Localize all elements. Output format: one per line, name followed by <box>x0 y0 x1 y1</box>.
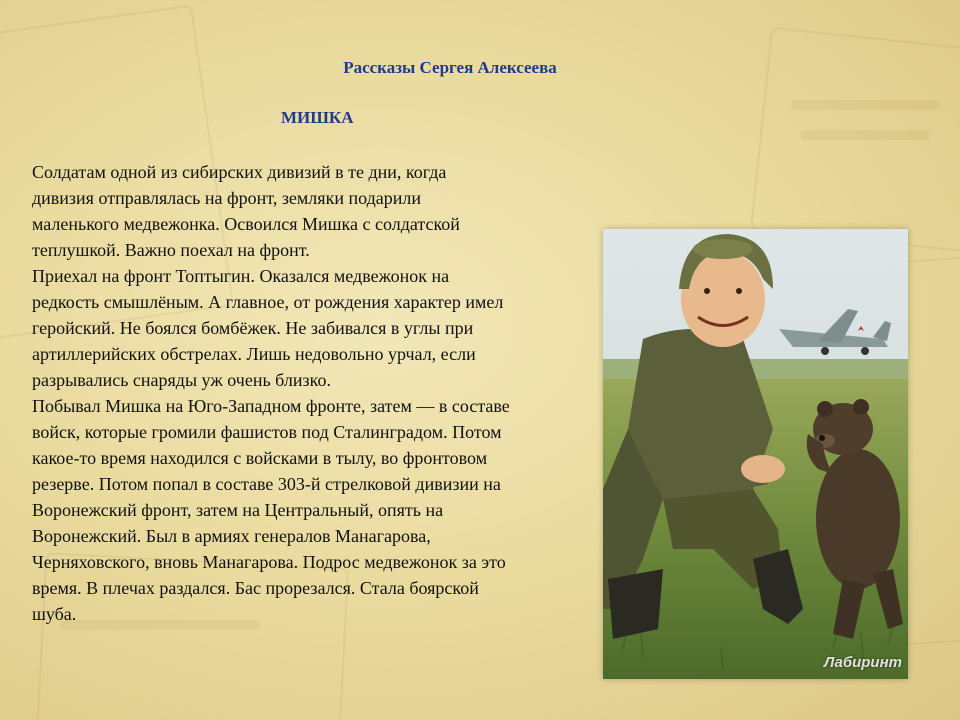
slide-title: Рассказы Сергея Алексеева <box>343 58 557 77</box>
story-line: войск, которые громили фашистов под Сталинградом. Потом <box>32 422 502 442</box>
story-line: разрывались снаряды уж очень близко. <box>32 370 331 390</box>
illustration-soldier-with-bear <box>603 229 908 679</box>
story-line: шуба. <box>32 604 77 624</box>
story-title: МИШКА <box>281 108 354 127</box>
story-line: Солдатам одной из сибирских дивизий в те дни, когда <box>32 162 447 182</box>
background-document <box>750 27 960 257</box>
story-line: Черняховского, вновь Манагарова. Подрос медвежонок за это <box>32 552 506 572</box>
story-line: Приехал на фронт Топтыгин. Оказался медвежонок на <box>32 266 450 286</box>
story-line: геройский. Не боялся бомбёжек. Не забивался в углы при <box>32 318 474 338</box>
background-stripe <box>790 100 940 110</box>
story-line: теплушкой. Важно поехал на фронт. <box>32 240 310 260</box>
story-text <box>32 159 602 627</box>
story-line: редкость смышлёным. А главное, от рождения характер имел <box>32 292 504 312</box>
story-line: Воронежский фронт, затем на Центральный, опять на <box>32 500 444 520</box>
story-line: артиллерийских обстрелах. Лишь недовольно урчал, если <box>32 344 476 364</box>
publisher-watermark: Лабиринт <box>823 654 902 671</box>
story-line: Побывал Мишка на Юго-Западном фронте, затем — в составе <box>32 396 510 416</box>
background-stripe <box>800 130 930 140</box>
illustration-image <box>603 229 908 679</box>
story-line: маленького медвежонка. Освоился Мишка с солдатской <box>32 214 460 234</box>
story-line: Воронежский. Был в армиях генералов Манагарова, <box>32 526 431 546</box>
story-line: дивизия отправлялась на фронт, земляки подарили <box>32 188 421 208</box>
story-line: резерве. Потом попал в составе 303-й стрелковой дивизии на <box>32 474 501 494</box>
story-line: какое-то время находился с войсками в тылу, во фронтовом <box>32 448 488 468</box>
story-line: время. В плечах раздался. Бас прорезался. Стала боярской <box>32 578 479 598</box>
